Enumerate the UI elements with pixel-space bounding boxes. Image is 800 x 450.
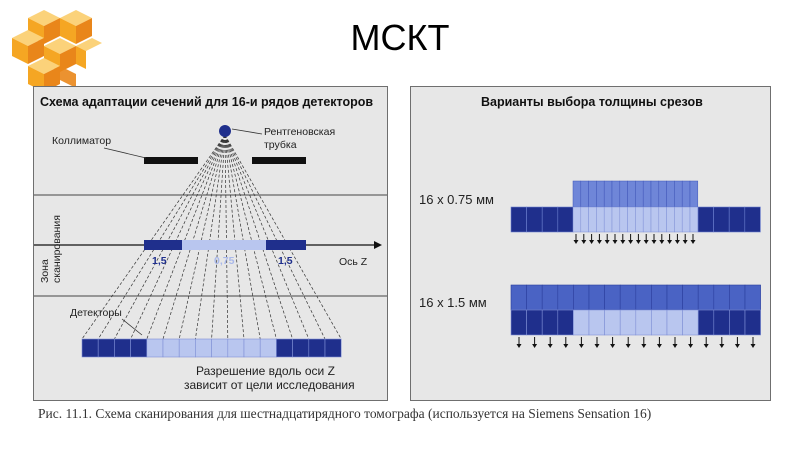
active-slice-cell [605,285,621,310]
slice-bar-right [266,240,306,250]
active-slice-cell [690,181,698,207]
active-slice-cell [511,285,527,310]
active-slice-cell [573,181,581,207]
detector-cell [212,339,228,357]
detector-cell [698,310,714,335]
detector-cell [527,310,543,335]
detector-cell [667,310,683,335]
readout-arrowhead [636,240,641,244]
detector-cell [147,339,163,357]
active-slice-cell [683,285,699,310]
beam-line [225,135,309,339]
detector-cell [612,207,620,232]
active-slice-cell [659,181,667,207]
detector-cell [573,310,589,335]
detector-cell [628,207,636,232]
zone-label-line2: сканирования [51,215,63,283]
option-15-label: 16 x 1.5 мм [419,295,487,310]
active-slice-cell [620,181,628,207]
active-slice-cell [573,285,589,310]
option-075-label: 16 x 0.75 мм [419,192,494,207]
detector-cell [558,207,574,232]
beam-line [225,135,325,339]
active-slice-cell [667,285,683,310]
detector-cell [276,339,292,357]
detector-cell [690,207,698,232]
detector-cell [651,310,667,335]
readout-arrowhead [579,344,584,348]
active-slice-cell [651,285,667,310]
active-slice-cell [698,285,714,310]
readout-arrowhead [581,240,586,244]
readout-arrowhead [548,344,553,348]
detector-cell [163,339,179,357]
readout-arrowhead [691,240,696,244]
readout-arrowhead [735,344,740,348]
readout-arrowhead [563,344,568,348]
active-slice-cell [589,285,605,310]
beam-line [225,135,276,339]
active-slice-cell [581,181,589,207]
beam-line [225,135,228,339]
detector-cell [195,339,211,357]
detector-cell [729,310,745,335]
detector-cell [589,310,605,335]
detector-cell [620,310,636,335]
readout-arrowhead [620,240,625,244]
detector-cell [635,207,643,232]
readout-arrowhead [704,344,709,348]
readout-arrowhead [605,240,610,244]
detector-cell [82,339,98,357]
detector-cell [729,207,745,232]
detector-cell [643,207,651,232]
readout-arrowhead [751,344,756,348]
detector-cell [698,207,714,232]
readout-arrowhead [517,344,522,348]
detector-cell [114,339,130,357]
beam-line [131,135,225,339]
active-slice-cell [527,285,543,310]
slide-title: МСКТ [350,17,450,58]
detector-cell [604,207,612,232]
detector-cell [674,207,682,232]
active-slice-cell [542,285,558,310]
detector-cell [511,207,527,232]
detector-cell [98,339,114,357]
detector-cell [745,207,761,232]
detectors-label: Детекторы [70,307,122,319]
slice-thickness-panel [410,86,771,401]
readout-arrowhead [688,344,693,348]
active-slice-cell [558,285,574,310]
slice-bar-middle [182,240,266,250]
detector-cell [309,339,325,357]
readout-arrowhead [597,240,602,244]
collimator-right-blade [252,157,306,164]
detector-cell [293,339,309,357]
readout-arrowhead [652,240,657,244]
detector-cell [511,310,527,335]
active-slice-cell [636,285,652,310]
active-slice-cell [667,181,675,207]
active-slice-cell [628,181,636,207]
readout-arrowhead [532,344,537,348]
active-slice-cell [745,285,761,310]
resolution-line1: Разрешение вдоль оси Z [196,364,335,378]
active-slice-cell [589,181,597,207]
detector-cell [605,310,621,335]
collimator-left-blade [144,157,198,164]
detector-cell [179,339,195,357]
beam-line [195,135,225,339]
detector-cell [527,207,543,232]
readout-arrowhead [657,344,662,348]
readout-arrowhead [675,240,680,244]
detector-cell [260,339,276,357]
detector-cell [228,339,244,357]
detector-cell [682,207,690,232]
readout-arrowhead [673,344,678,348]
zone-label-line1: Зона [39,259,51,283]
detector-cell [659,207,667,232]
right-panel-title: Варианты выбора толщины срезов [481,95,703,109]
left-panel-title: Схема адаптации сечений для 16-и рядов детекторов [40,95,374,109]
figure-caption: Рис. 11.1. Схема сканирования для шестнадцатирядного томографа (используется на Siemens Sensation 16) [38,406,652,421]
tube-label-line2: трубка [264,139,297,151]
scan-scheme-panel [33,86,388,401]
beam-line [225,135,341,339]
active-slice-cell [682,181,690,207]
active-slice-cell [612,181,620,207]
active-slice-cell [674,181,682,207]
active-slice-cell [635,181,643,207]
x-ray-tube-icon [219,125,231,137]
detector-cell [714,207,730,232]
slice-bar-left [144,240,182,250]
detector-cell [596,207,604,232]
detector-cell [745,310,761,335]
readout-arrowhead [595,344,600,348]
readout-arrowhead [659,240,664,244]
active-slice-cell [604,181,612,207]
detector-cell [581,207,589,232]
active-slice-cell [596,181,604,207]
readout-arrowhead [626,344,631,348]
detector-cell [636,310,652,335]
collimator-label: Коллиматор [52,135,112,147]
beam-line [163,135,225,339]
resolution-line2: зависит от цели исследования [184,378,355,392]
readout-arrowhead [613,240,618,244]
detector-cell [131,339,147,357]
readout-arrowhead [610,344,615,348]
detector-cell [620,207,628,232]
readout-arrowhead [641,344,646,348]
option-15-detector-diagram [511,285,761,348]
active-slice-cell [729,285,745,310]
readout-arrowhead [667,240,672,244]
option-075-detector-diagram [511,181,760,244]
active-slice-cell [714,285,730,310]
detector-cell [683,310,699,335]
active-slice-cell [620,285,636,310]
z-axis-label: Ось Z [339,256,368,268]
beam-line [225,135,293,339]
beam-line [114,135,225,339]
detector-cell [542,207,558,232]
active-slice-cell [643,181,651,207]
active-slice-cell [651,181,659,207]
detector-array [82,339,341,357]
detector-cell [573,207,581,232]
detector-cell [714,310,730,335]
readout-arrowhead [719,344,724,348]
readout-arrowhead [683,240,688,244]
detector-cell [589,207,597,232]
slice-label-right: 1,5 [278,255,293,267]
beam-line [225,135,244,339]
readout-arrowhead [574,240,579,244]
slice-label-middle: 0,75 [214,255,235,267]
slice-label-left: 1,5 [152,255,167,267]
detector-cell [667,207,675,232]
detector-cell [651,207,659,232]
readout-arrowhead [644,240,649,244]
readout-arrowhead [589,240,594,244]
detector-cell [244,339,260,357]
detector-cell [542,310,558,335]
detector-cell [558,310,574,335]
readout-arrowhead [628,240,633,244]
detector-cell [325,339,341,357]
tube-label-line1: Рентгеновская [264,126,336,138]
